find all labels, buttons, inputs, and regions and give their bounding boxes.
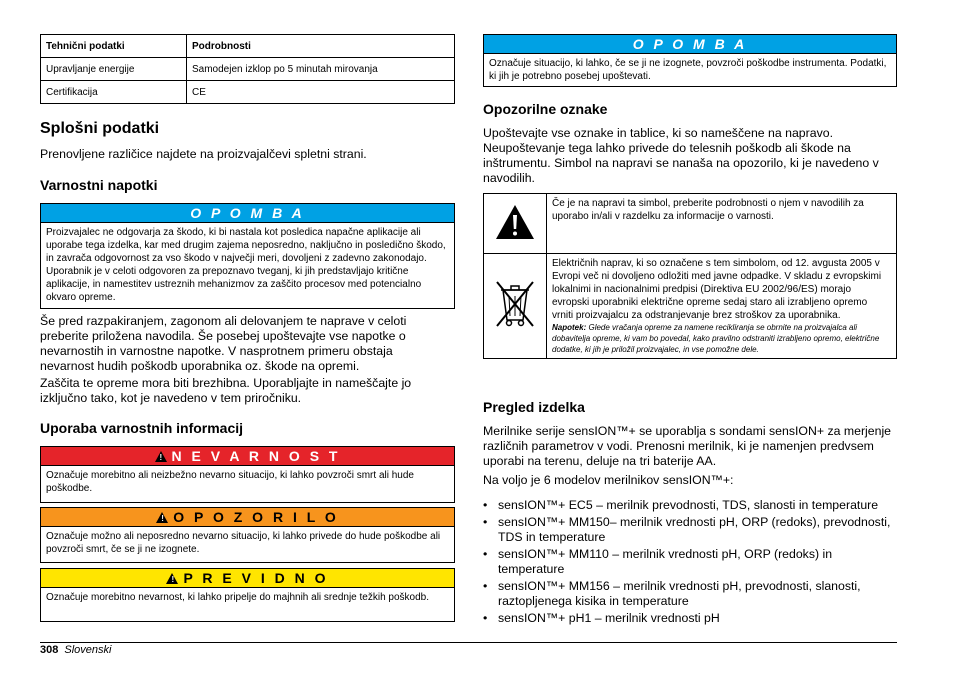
note-detail: Glede vračanja opreme za namene recikliranja se obrnite na proizvajalca ali dobavitelja opreme, ki vam bo povedal, kako pravilno odstraniti izrabljeno opremo, električne dodatke, ki jih je priložil proizvajalec, in vse pomožne dele. bbox=[552, 323, 880, 354]
caution-text: Označuje morebitno nevarnost, ki lahko pripelje do majhnih ali srednje težkih poškodb. bbox=[41, 587, 454, 609]
warning-triangle-icon: ! bbox=[166, 573, 178, 584]
list-item: • sensION™+ MM110 – merilnik vrednosti pH, ORP (redoks) in temperature bbox=[483, 547, 897, 577]
warning-label: O P O Z O R I L O bbox=[173, 509, 339, 525]
page-footer bbox=[40, 644, 111, 656]
warning-box bbox=[40, 507, 455, 563]
warning-triangle-icon bbox=[494, 203, 536, 241]
danger-box bbox=[40, 446, 455, 503]
table-cell: Samodejen izklop po 5 minutah mirovanja bbox=[187, 58, 455, 81]
table-cell: Certifikacija bbox=[41, 81, 187, 104]
note-label: O P O M B A bbox=[41, 204, 454, 222]
model-list bbox=[483, 498, 897, 628]
note-label: O P O M B A bbox=[484, 35, 896, 53]
general-intro: Prenovljene različice najdete na proizvajalčevi spletni strani. bbox=[40, 147, 367, 161]
right-note-box bbox=[483, 34, 897, 87]
section-title-general: Splošni podatki bbox=[40, 120, 160, 137]
list-item: • sensION™+ MM156 – merilnik vrednosti pH, prevodnosti, slanosti, raztopljenega kisika in temperature bbox=[483, 579, 897, 609]
overview-paragraph-2: Na voljo je 6 modelov merilnikov sensION™+: bbox=[483, 473, 734, 487]
note-box bbox=[40, 203, 455, 309]
note-prefix: Napotek: bbox=[552, 323, 587, 332]
safety-paragraph-1: Še pred razpakiranjem, zagonom ali delovanjem te naprave v celoti preberite priložena navodila. Še posebej upoštevajte vse napotke o nevarnostih in varnostne napotke. V nasprotnem primeru obstaja nevarnost hudih poškodb uporabnika oz. škode na opremi. bbox=[40, 314, 407, 373]
note-text: Označuje situacijo, ki lahko, če se ji ne izognete, povzroči poškodbe instrumenta. Podatki, ki jih je potrebno posebej upoštevati. bbox=[484, 53, 896, 88]
note-text: Proizvajalec ne odgovarja za škodo, ki bi nastala kot posledica napačne aplikacije ali uporabe tega izdelka, kar med drugim zajema neposredno, naključno in posledično škodo, in zavrača odgovornost za vso škodo v največji meri, dovoljeni z zadevno zakonodajo. Uporabnik je v celoti odgovoren za prepoznavo tveganj, ki jih predstavljajo kritične aplikacije, in namestitev ustreznih mehanizmov za zaščito procesov med potencialno okvaro opreme. bbox=[41, 222, 454, 309]
safety-paragraph-2: Zaščita te opreme mora biti brezhibna. Uporabljajte in nameščajte jo izključno tako, kot je navedeno v tem priročniku. bbox=[40, 376, 412, 405]
spec-table bbox=[40, 34, 455, 104]
table-header: Podrobnosti bbox=[187, 35, 455, 58]
footer-divider bbox=[40, 642, 897, 643]
table-row bbox=[484, 254, 897, 359]
caution-label: P R E V I D N O bbox=[183, 570, 329, 586]
list-item: • sensION™+ EC5 – merilnik prevodnosti, TDS, slanosti in temperature bbox=[483, 498, 897, 513]
crossed-bin-icon bbox=[493, 278, 537, 330]
warning-triangle-icon: ! bbox=[156, 512, 168, 523]
table-row bbox=[484, 194, 897, 254]
symbol-description: Električnih naprav, ki so označene s tem simbolom, od 12. avgusta 2005 v Evropi več ni dovoljeno odložiti med javne odpadke. V skladu z evropskimi lokalnimi in nacionalnimi predpisi (Direktiva EU 2002/96/ES) morajo evropski uporabniki električne opreme sedaj staro ali izrabljeno opremo vrniti proizvajalcu za odstranjevanje brez stroškov za uporabnika. bbox=[552, 258, 882, 321]
footer-language: Slovenski bbox=[64, 644, 112, 656]
table-header-row bbox=[41, 35, 455, 58]
section-title-hazard-info: Uporaba varnostnih informacij bbox=[40, 420, 244, 436]
section-title-overview: Pregled izdelka bbox=[483, 399, 585, 415]
symbol-description: Če je na napravi ta simbol, preberite podrobnosti o njem v navodilih za uporabo in/ali v razdelku za informacije o varnosti. bbox=[547, 194, 897, 254]
table-cell: Upravljanje energije bbox=[41, 58, 187, 81]
overview-paragraph-1: Merilnike serije sensION™+ se uporablja s sondami sensION+ za merjenje različnih parametrov v vodi. Prenosni merilnik, ki je namenjen predvsem uporabi na terenu, deluje na tri baterije AA. bbox=[483, 424, 892, 468]
symbol-table bbox=[483, 193, 897, 359]
caution-box bbox=[40, 568, 455, 622]
section-title-safety: Varnostni napotki bbox=[40, 177, 158, 193]
danger-label: N E V A R N O S T bbox=[171, 448, 341, 464]
list-item: • sensION™+ MM150– merilnik vrednosti pH, ORP (redoks), prevodnosti, TDS in temperature bbox=[483, 515, 897, 545]
list-item: • sensION™+ pH1 – merilnik vrednosti pH bbox=[483, 611, 897, 626]
labels-intro: Upoštevajte vse oznake in tablice, ki so nameščene na napravo. Neupoštevanje tega lahko privede do telesnih poškodb ali škode na inštrumentu. Simbol na napravi se nanaša na opozorilo, ki je navedeno v navodilih. bbox=[483, 126, 879, 185]
table-row bbox=[41, 81, 455, 104]
danger-text: Označuje morebitno ali neizbežno nevarno situacijo, ki lahko povzroči smrt ali hude poškodbe. bbox=[41, 465, 454, 500]
warning-text: Označuje možno ali neposredno nevarno situacijo, ki lahko privede do hude poškodbe ali povzroči smrt, če se ji ne izognete. bbox=[41, 526, 454, 561]
table-header: Tehnični podatki bbox=[41, 35, 187, 58]
page-number: 308 bbox=[40, 644, 59, 656]
table-cell: CE bbox=[187, 81, 455, 104]
section-title-labels: Opozorilne oznake bbox=[483, 101, 608, 117]
table-row bbox=[41, 58, 455, 81]
warning-triangle-icon: ! bbox=[155, 451, 167, 462]
